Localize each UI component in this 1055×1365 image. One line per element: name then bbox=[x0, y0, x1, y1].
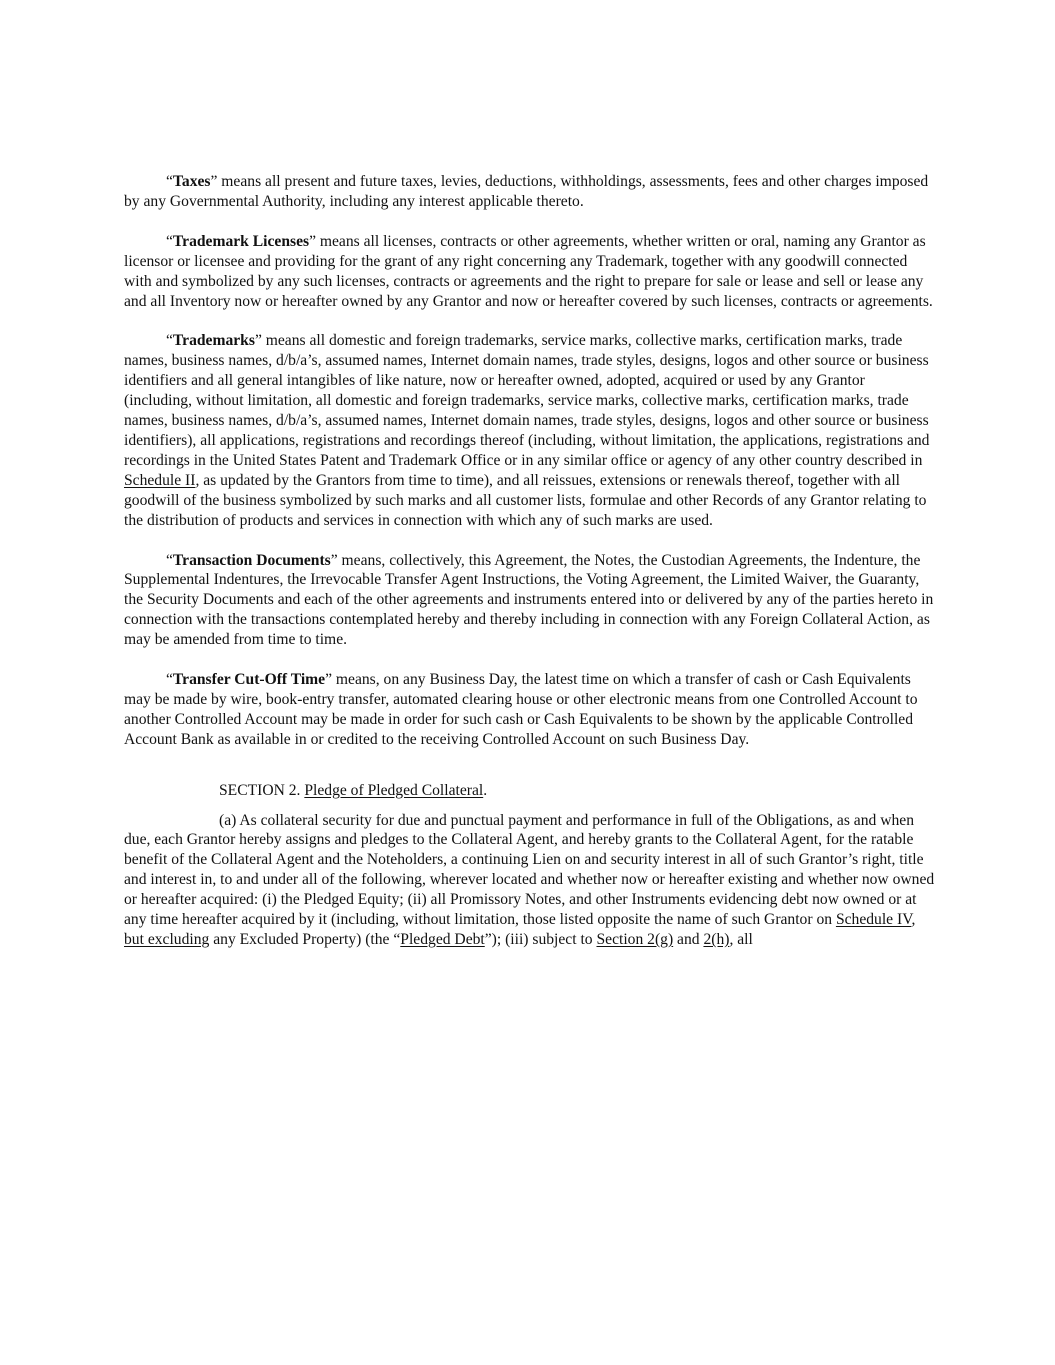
document-page bbox=[124, 172, 936, 950]
paragraph-text: , bbox=[911, 911, 916, 929]
definition-text: means all domestic and foreign trademarks, service marks, collective marks, certification marks, trade names, business names, d/b/a’s, assumed names, Internet domain names, trade styles, designs, logos and other source or business identifiers and all general intangibles of like nature, now or hereafter owned, adopted, acquired or used by any Grantor (including, without limitation, all domestic and foreign trademarks, service marks, collective marks, certification marks, trade names, business names, d/b/a’s, assumed names, Internet domain names, trade styles, designs, logos and other source or business identifiers), all applications, registrations and recordings thereof (including, without limitation, the applications, registrations and recordings in the United States Patent and Trademark Office or in any similar office or agency of any other country described in bbox=[124, 332, 930, 469]
section-2-paragraph-a bbox=[124, 811, 936, 950]
paragraph-text: , all bbox=[729, 931, 753, 948]
definition-text: means, collectively, this Agreement, the Notes, the Custodian Agreements, the Indenture, the Supplemental Indentures, the Irrevocable Transfer Agent Instructions, the Voting Agreement, the Limited Waiver, the Guaranty, the Security Documents and each of the other agreements and instruments entered into or delivered by any of the parties hereto in connection with the transactions contemplated hereby and thereby including in connection with any Foreign Collateral Action, as may be amended from time to time. bbox=[124, 551, 934, 649]
definition-taxes bbox=[124, 172, 936, 212]
close-quote: ” bbox=[254, 332, 262, 350]
defined-term: Transaction Documents bbox=[172, 551, 331, 569]
definition-text: means all present and future taxes, levies, deductions, withholdings, assessments, fees and other charges imposed by any Governmental Authority, including any interest applicable thereto. bbox=[124, 173, 929, 210]
definition-text: means all licenses, contracts or other agreements, whether written or oral, naming any Grantor as licensor or licensee and providing for the grant of any right concerning any Trademark, together with any goodwill connected with and symbolized by any such licenses, contracts or agreements and the right to prepare for sale or lease and sell or lease any and all Inventory now or hereafter owned by any Grantor and now or hereafter covered by such licenses, contracts or agreements. bbox=[124, 232, 933, 310]
defined-term: Trademarks bbox=[172, 332, 255, 350]
close-quote: ” bbox=[309, 232, 316, 250]
section-2h-reference: 2(h) bbox=[703, 931, 730, 948]
definition-trademark-licenses bbox=[124, 232, 936, 312]
pledged-debt-term: Pledged Debt bbox=[400, 931, 485, 948]
section-2-heading bbox=[124, 781, 936, 801]
section-period: . bbox=[483, 781, 488, 799]
definition-text-continued: , as updated by the Grantors from time to time), and all reissues, extensions or renewals thereof, together with all goodwill of the business symbolized by such marks and all customer lists, formulae and other Records of any Grantor relating to the distribution of products and services in connection with which any of such marks are used. bbox=[124, 471, 927, 529]
paragraph-text: any Excluded Property) (the “ bbox=[209, 931, 401, 948]
open-quote: “ bbox=[166, 173, 173, 190]
paragraph-text: ”); (iii) subject to bbox=[484, 931, 597, 948]
paragraph-text: (a) As collateral security for due and punctual payment and performance in full of the Obligations, as and when due, each Grantor hereby assigns and pledges to the Collateral Agent, and hereby grants to the Collateral Agent, for the ratable benefit of the Collateral Agent and the Noteholders, a continuing Lien on and security interest in all of such Grantor’s right, title and interest in, to and under all of the following, wherever located and whether now or hereafter existing and whether now owned or hereafter acquired: (i) the Pledged Equity; (ii) all Promissory Notes, and other Instruments evidencing debt now owned or at any time hereafter acquired by it (including, without limitation, those listed opposite the name of such Grantor on bbox=[124, 811, 935, 929]
open-quote: “ bbox=[166, 232, 173, 250]
paragraph-text: and bbox=[673, 931, 704, 948]
close-quote: ” bbox=[325, 671, 333, 689]
definition-transaction-documents bbox=[124, 551, 936, 651]
open-quote: “ bbox=[166, 332, 173, 350]
section-title: Pledge of Pledged Collateral bbox=[304, 781, 484, 799]
section-2g-reference: Section 2(g) bbox=[596, 931, 674, 948]
close-quote: ” bbox=[330, 551, 338, 569]
section-label: SECTION 2. bbox=[219, 781, 305, 799]
schedule-ii-reference: Schedule II bbox=[124, 471, 196, 489]
schedule-iv-reference: Schedule IV bbox=[835, 911, 912, 929]
defined-term: Taxes bbox=[172, 173, 211, 190]
definition-text: means, on any Business Day, the latest time on which a transfer of cash or Cash Equivalents may be made by wire, book-entry transfer, automated clearing house or other electronic means from one Controlled Account to another Controlled Account may be made in order for such cash or Cash Equivalents to be shown by the applicable Controlled Account Bank as available in or credited to the receiving Controlled Account on such Business Day. bbox=[124, 671, 918, 748]
defined-term: Trademark Licenses bbox=[172, 232, 310, 250]
close-quote: ” bbox=[210, 173, 218, 190]
defined-term: Transfer Cut-Off Time bbox=[172, 671, 326, 689]
definition-transfer-cut-off-time bbox=[124, 670, 936, 750]
open-quote: “ bbox=[166, 671, 173, 689]
definition-trademarks bbox=[124, 331, 936, 530]
but-excluding-reference: but excluding bbox=[124, 931, 210, 948]
open-quote: “ bbox=[166, 551, 173, 569]
